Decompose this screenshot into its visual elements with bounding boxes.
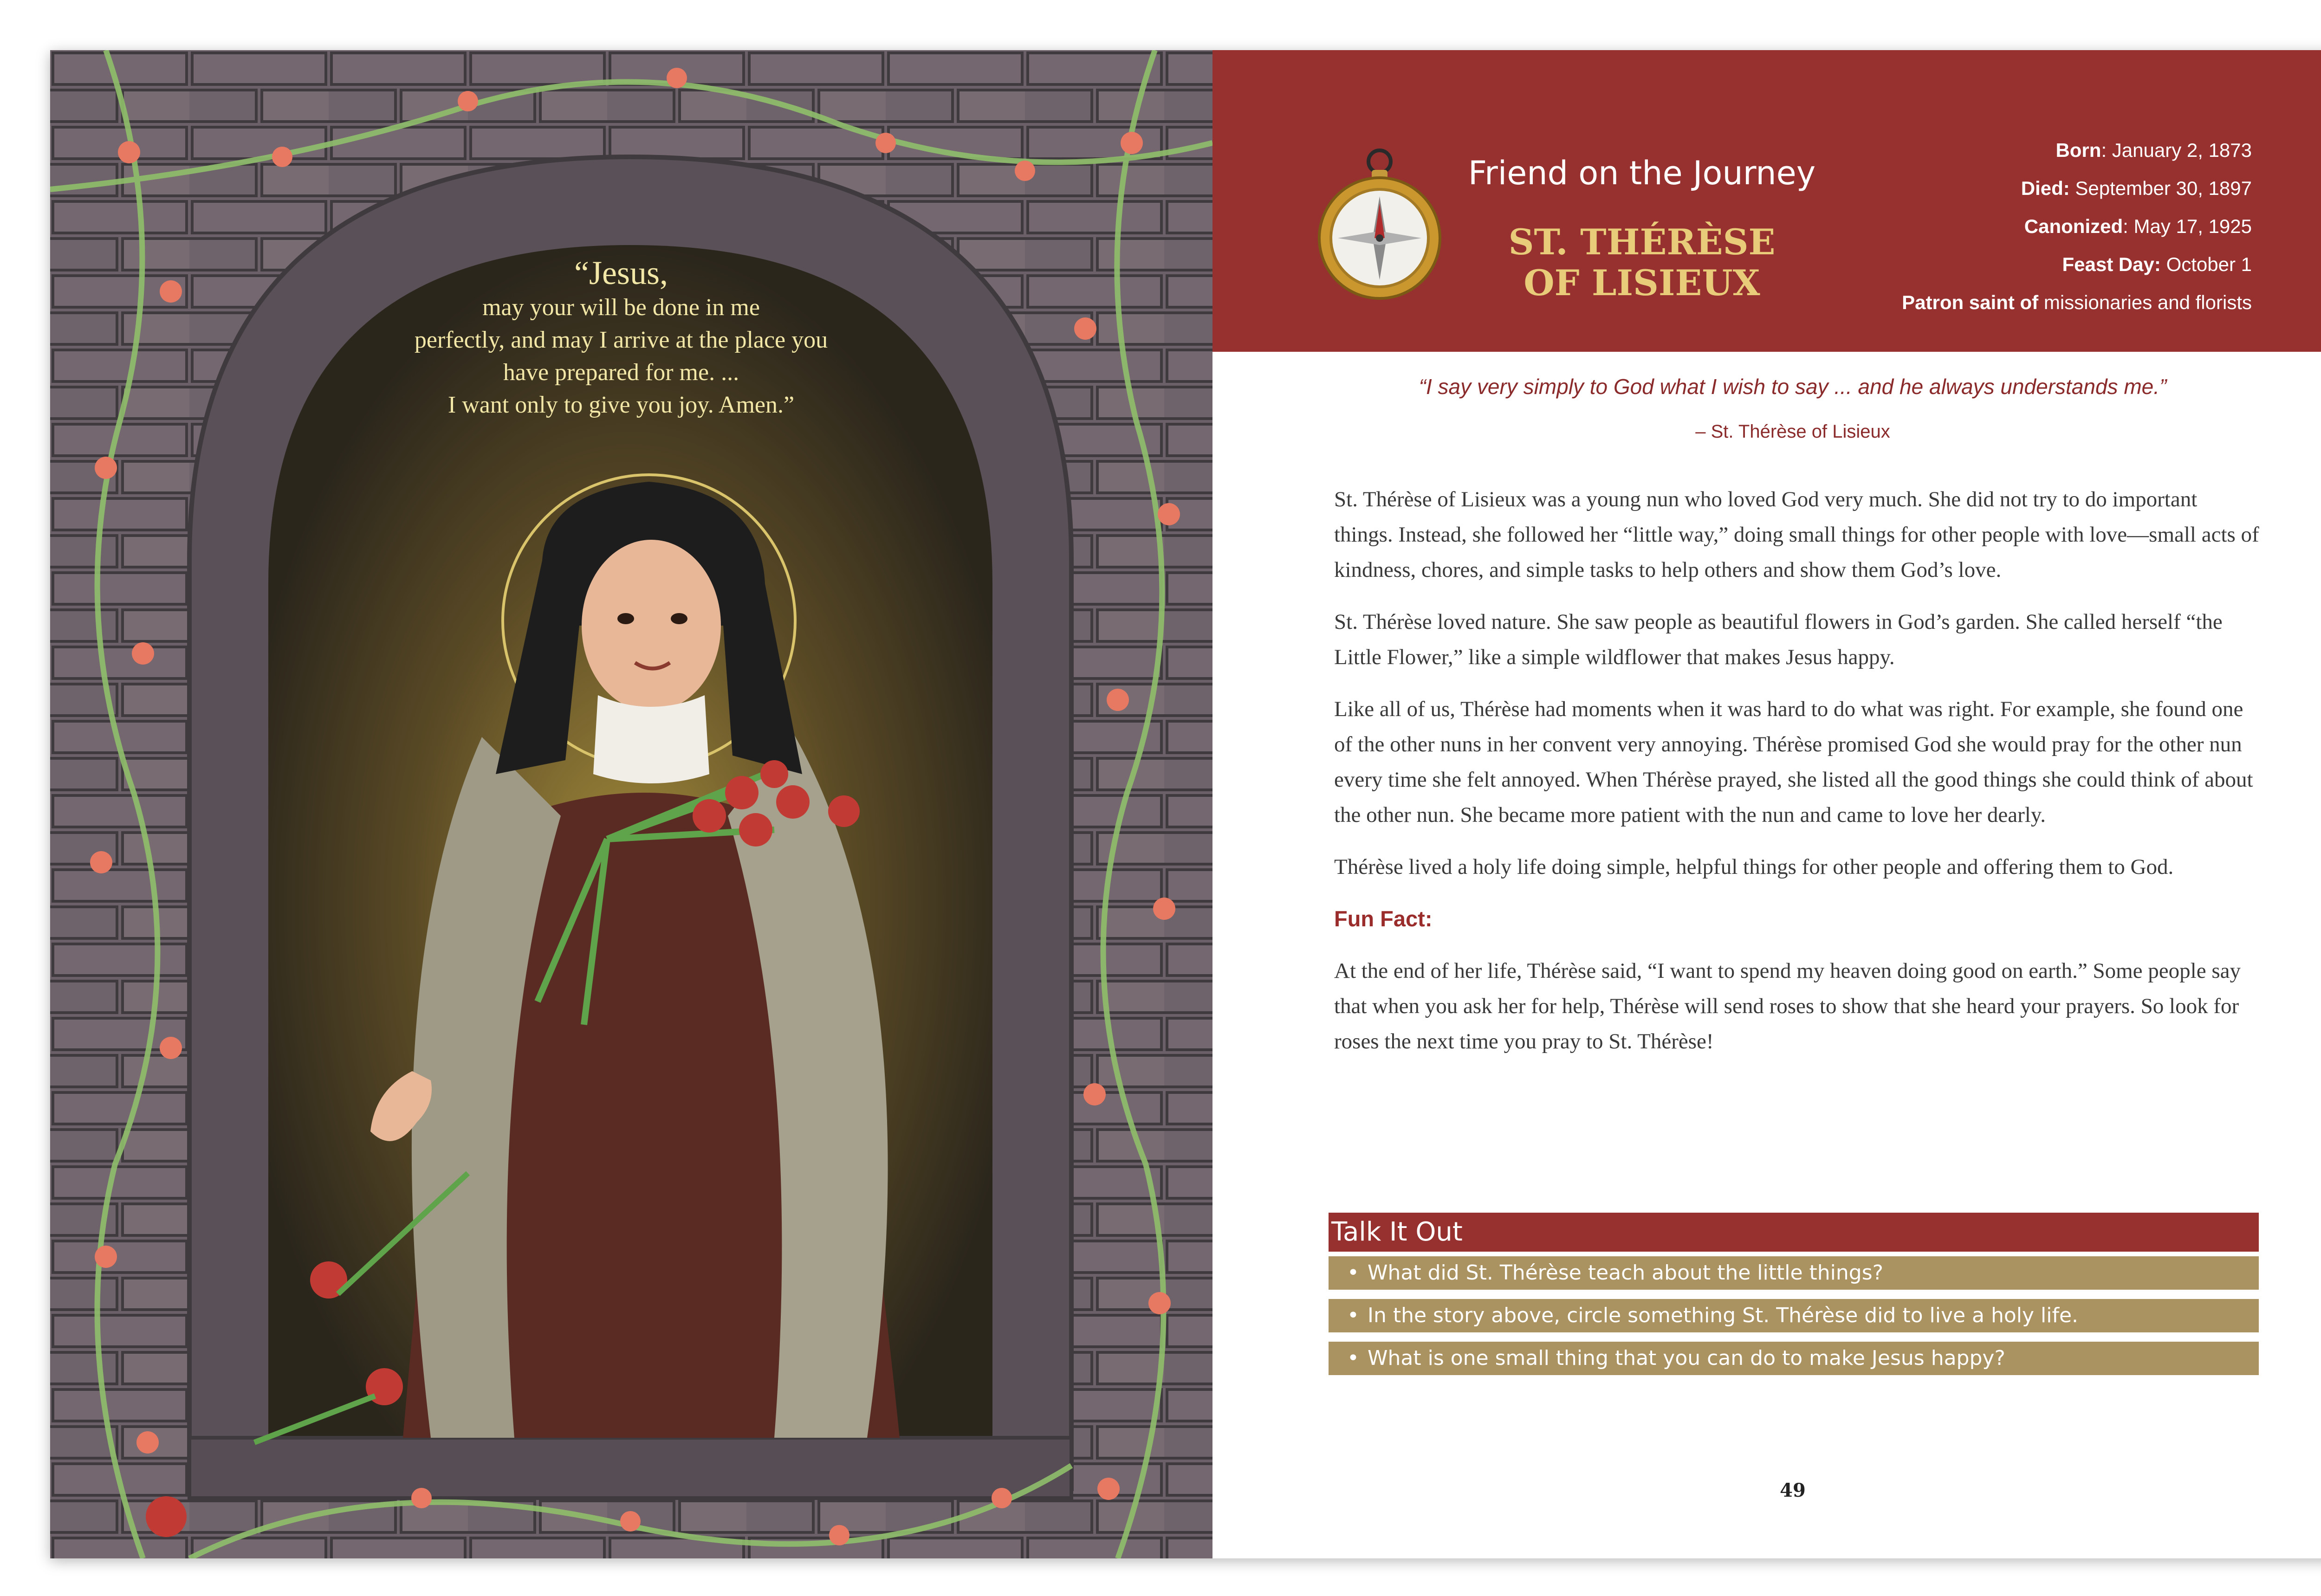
fun-fact-text: At the end of her life, Thérèse said, “I want to spend my heaven doing good on earth.” Some people say that when you ask her for help, Thérèse will send roses to show that she heard your prayers. So look for roses the next time you pray to St. Thérèse! — [1334, 959, 2241, 1053]
fact-label: Born — [2055, 139, 2101, 161]
fact-patron — [1834, 284, 2252, 322]
fact-value: October 1 — [2166, 253, 2252, 275]
quote-attribution: – St. Thérèse of Lisieux — [1695, 421, 1890, 442]
fact-label: Canonized — [2024, 215, 2123, 237]
paragraph: Thérèse lived a holy life doing simple, helpful things for other people and offering them to God. — [1334, 855, 2174, 879]
discussion-question: • What did St. Thérèse teach about the little things? — [1329, 1256, 2259, 1290]
fact-label: Feast Day: — [2062, 253, 2161, 275]
header-band — [1212, 50, 2321, 352]
prayer-line-1: “Jesus, — [574, 254, 668, 291]
bullet-icon: • — [1347, 1261, 1359, 1285]
fact-value: January 2, 1873 — [2112, 139, 2252, 161]
paragraph: Like all of us, Thérèse had moments when it was hard to do what was right. For example, she found one of the other nuns in her convent very annoying. Thérèse promised God she would pray for the other nun every time she felt annoyed. When Thérèse prayed, she listed all the good things she could think of about the other nun. She became more patient with the nun and came to love her dearly. — [1334, 697, 2253, 827]
prayer-line-3: perfectly, and may I arrive at the place you — [414, 327, 828, 353]
fact-label: Patron saint of — [1902, 291, 2039, 313]
saint-name — [1465, 222, 1818, 304]
paragraph: St. Thérèse loved nature. She saw people as beautiful flowers in God’s garden. She called herself “the Little Flower,” like a simple wildflower that makes Jesus happy. — [1334, 610, 2223, 669]
fact-value: missionaries and florists — [2043, 291, 2252, 313]
discussion-question: • What is one small thing that you can do to make Jesus happy? — [1329, 1342, 2259, 1375]
fact-value: September 30, 1897 — [2075, 177, 2252, 199]
prayer-text — [366, 254, 876, 421]
fact-value: May 17, 1925 — [2133, 215, 2252, 237]
fact-died — [1834, 169, 2252, 207]
saint-facts — [1834, 131, 2252, 322]
prayer-line-4: have prepared for me. ... — [503, 359, 739, 386]
fact-feast-day — [1834, 246, 2252, 284]
text-page — [1212, 50, 2321, 1558]
fact-born: Born: January 2, 1873 — [2055, 139, 2252, 161]
paragraph: St. Thérèse of Lisieux was a young nun who loved God very much. She did not try to do important things. Instead, she followed her “little way,” doing small things for other people with love—small acts of kindness, chores, and simple tasks to help others and show them God’s love. — [1334, 487, 2259, 582]
talk-it-out-box — [1329, 1213, 2259, 1384]
prayer-line-5: I want only to give you joy. Amen.” — [447, 392, 795, 418]
prayer-line-2: may your will be done in me — [482, 294, 760, 321]
fun-fact-heading: Fun Fact: — [1334, 906, 1433, 931]
book-spread — [50, 50, 2321, 1558]
fact-label: Died: — [2021, 177, 2070, 199]
body-text — [1334, 482, 2260, 1076]
compass-icon — [1317, 148, 1442, 301]
section-subtitle: Friend on the Journey — [1468, 154, 1816, 192]
fact-canonized: Canonized: May 17, 1925 — [2024, 215, 2252, 237]
saint-quote: “I say very simply to God what I wish to say ... and he always understands me.” — [1419, 375, 2167, 399]
page-number: 49 — [1780, 1480, 1806, 1501]
saint-name-line-2: OF LISIEUX — [1524, 262, 1760, 304]
illustration-page — [50, 50, 1212, 1558]
discussion-question: • In the story above, circle something St. Thérèse did to live a holy life. — [1329, 1299, 2259, 1332]
bullet-icon: • — [1347, 1304, 1359, 1327]
talk-it-out-heading: Talk It Out — [1329, 1213, 2259, 1252]
saint-name-line-1: ST. THÉRÈSE — [1508, 221, 1776, 263]
bullet-icon: • — [1347, 1346, 1359, 1370]
